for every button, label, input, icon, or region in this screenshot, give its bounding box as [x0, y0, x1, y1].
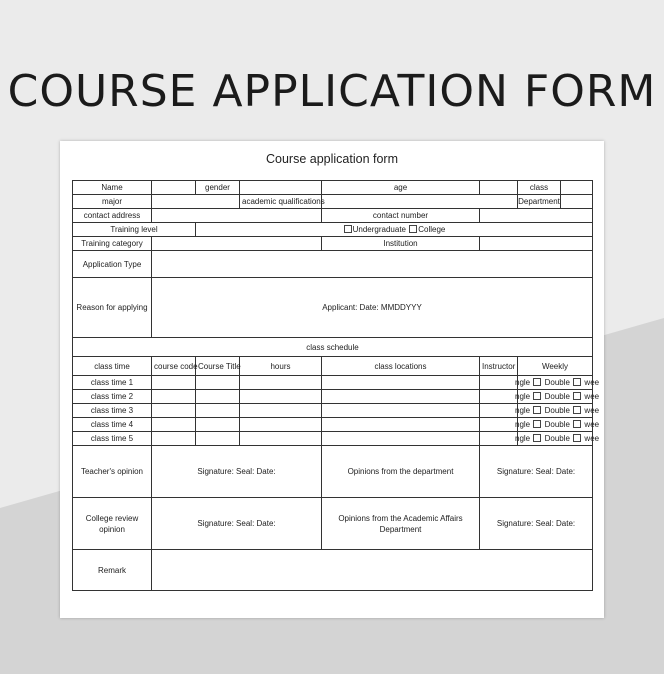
- course-code-field[interactable]: [152, 390, 196, 404]
- weekly-options: [515, 404, 600, 418]
- department-label: Department: [518, 197, 560, 206]
- row-major: [73, 195, 593, 209]
- weekly-label: wee: [584, 392, 600, 401]
- application-form-table: [72, 180, 600, 591]
- course-title-field[interactable]: [196, 376, 240, 390]
- institution-label: Institution: [322, 237, 480, 251]
- college-label: College: [418, 225, 446, 234]
- class-time-label: class time 1: [73, 376, 152, 390]
- weekly-checkbox[interactable]: [573, 434, 581, 442]
- row-college-review: [73, 498, 593, 550]
- class-locations-field[interactable]: [322, 418, 480, 432]
- weekly-options: [515, 418, 600, 432]
- college-review-label: College review opinion: [73, 498, 152, 550]
- department-signature[interactable]: Signature: Seal: Date:: [480, 446, 593, 498]
- double-label: Double: [544, 434, 570, 443]
- weekly-options: [515, 376, 600, 390]
- single-label: ngle: [515, 392, 531, 401]
- course-title-field[interactable]: [196, 418, 240, 432]
- double-checkbox[interactable]: [533, 378, 541, 386]
- academic-field[interactable]: [322, 195, 518, 209]
- single-label: ngle: [515, 434, 531, 443]
- header-weekly: Weekly: [518, 357, 593, 376]
- row-schedule-title: [73, 338, 593, 357]
- class-time-label: class time 5: [73, 432, 152, 446]
- course-title-field[interactable]: [196, 432, 240, 446]
- instructor-field[interactable]: [480, 418, 518, 432]
- weekly-checkbox[interactable]: [573, 392, 581, 400]
- class-locations-field[interactable]: [322, 432, 480, 446]
- hours-field[interactable]: [240, 390, 322, 404]
- schedule-title: class schedule: [73, 338, 593, 357]
- remark-field[interactable]: [152, 550, 593, 591]
- contact-address-label: contact address: [73, 209, 152, 223]
- training-category-field[interactable]: [152, 237, 322, 251]
- header-course-title: Course Title: [196, 357, 240, 376]
- hours-field[interactable]: [240, 432, 322, 446]
- course-code-field[interactable]: [152, 376, 196, 390]
- schedule-row: [73, 376, 593, 390]
- class-label: class: [518, 181, 561, 194]
- department-opinion-label: Opinions from the department: [322, 446, 480, 498]
- schedule-row: [73, 432, 593, 446]
- weekly-label: wee: [584, 406, 600, 415]
- instructor-field[interactable]: [480, 390, 518, 404]
- class-time-label: class time 4: [73, 418, 152, 432]
- age-label: age: [322, 181, 480, 195]
- reason-label: Reason for applying: [73, 278, 152, 338]
- weekly-options: [515, 390, 600, 404]
- gender-field[interactable]: [240, 181, 322, 195]
- single-label: ngle: [515, 406, 531, 415]
- name-field[interactable]: [152, 181, 196, 195]
- major-label: major: [73, 195, 152, 209]
- undergraduate-checkbox[interactable]: [344, 225, 352, 233]
- schedule-row: [73, 390, 593, 404]
- schedule-row: [73, 404, 593, 418]
- double-label: Double: [544, 378, 570, 387]
- institution-field[interactable]: [480, 237, 593, 251]
- contact-address-field[interactable]: [152, 209, 322, 223]
- row-remark: [73, 550, 593, 591]
- teacher-signature[interactable]: Signature: Seal: Date:: [152, 446, 322, 498]
- training-category-label: Training category: [73, 237, 152, 251]
- class-locations-field[interactable]: [322, 404, 480, 418]
- academic-affairs-signature[interactable]: Signature: Seal: Date:: [480, 498, 593, 550]
- form-sheet: [60, 141, 604, 618]
- class-time-label: class time 2: [73, 390, 152, 404]
- instructor-field[interactable]: [480, 404, 518, 418]
- header-instructor: Instructor: [480, 357, 518, 376]
- single-label: ngle: [515, 378, 531, 387]
- class-cell[interactable]: [518, 181, 593, 195]
- course-code-field[interactable]: [152, 418, 196, 432]
- course-title-field[interactable]: [196, 404, 240, 418]
- row-schedule-headers: [73, 357, 593, 376]
- weekly-checkbox[interactable]: [573, 378, 581, 386]
- weekly-label: wee: [584, 420, 600, 429]
- poster-title: COURSE APPLICATION FORM: [7, 66, 657, 117]
- remark-label: Remark: [73, 550, 152, 591]
- double-label: Double: [544, 420, 570, 429]
- double-checkbox[interactable]: [533, 434, 541, 442]
- contact-number-field[interactable]: [480, 209, 593, 223]
- gender-label: gender: [196, 181, 240, 195]
- hours-field[interactable]: [240, 418, 322, 432]
- class-locations-field[interactable]: [322, 376, 480, 390]
- header-class-locations: class locations: [322, 357, 480, 376]
- age-field[interactable]: [480, 181, 518, 195]
- weekly-label: wee: [584, 434, 600, 443]
- instructor-field[interactable]: [480, 376, 518, 390]
- double-label: Double: [544, 406, 570, 415]
- schedule-row: [73, 418, 593, 432]
- weekly-checkbox[interactable]: [573, 406, 581, 414]
- row-teacher-opinion: [73, 446, 593, 498]
- form-title: Course application form: [265, 152, 398, 166]
- training-level-options: [196, 223, 593, 237]
- single-label: ngle: [515, 420, 531, 429]
- course-code-field[interactable]: [152, 404, 196, 418]
- header-course-code: course code: [152, 357, 196, 376]
- name-label: Name: [73, 181, 152, 195]
- header-class-time: class time: [73, 357, 152, 376]
- row-training-level: [73, 223, 593, 237]
- double-checkbox[interactable]: [533, 392, 541, 400]
- row-name: [73, 181, 593, 195]
- course-title-field[interactable]: [196, 390, 240, 404]
- major-field[interactable]: [152, 195, 240, 209]
- course-code-field[interactable]: [152, 432, 196, 446]
- hours-field[interactable]: [240, 404, 322, 418]
- weekly-options: [515, 432, 600, 446]
- row-contact: [73, 209, 593, 223]
- application-type-field[interactable]: [152, 251, 593, 278]
- instructor-field[interactable]: [480, 432, 518, 446]
- weekly-label: wee: [584, 378, 600, 387]
- row-application-type: [73, 251, 593, 278]
- department-cell[interactable]: [518, 195, 593, 209]
- academic-label: academic qualifications: [240, 195, 322, 209]
- college-signature[interactable]: Signature: Seal: Date:: [152, 498, 322, 550]
- college-checkbox[interactable]: [409, 225, 417, 233]
- hours-field[interactable]: [240, 376, 322, 390]
- class-time-label: class time 3: [73, 404, 152, 418]
- academic-affairs-label: Opinions from the Academic Affairs Department: [322, 498, 480, 550]
- contact-number-label: contact number: [322, 209, 480, 223]
- row-reason: [73, 278, 593, 338]
- weekly-checkbox[interactable]: [573, 420, 581, 428]
- undergraduate-label: Undergraduate: [352, 225, 406, 234]
- class-locations-field[interactable]: [322, 390, 480, 404]
- double-checkbox[interactable]: [533, 406, 541, 414]
- double-label: Double: [544, 392, 570, 401]
- application-type-label: Application Type: [73, 251, 152, 278]
- double-checkbox[interactable]: [533, 420, 541, 428]
- reason-field[interactable]: Applicant: Date: MMDDYYY: [152, 278, 593, 338]
- row-training-category: [73, 237, 593, 251]
- training-level-label: Training level: [73, 223, 196, 237]
- teacher-opinion-label: Teacher's opinion: [73, 446, 152, 498]
- header-hours: hours: [240, 357, 322, 376]
